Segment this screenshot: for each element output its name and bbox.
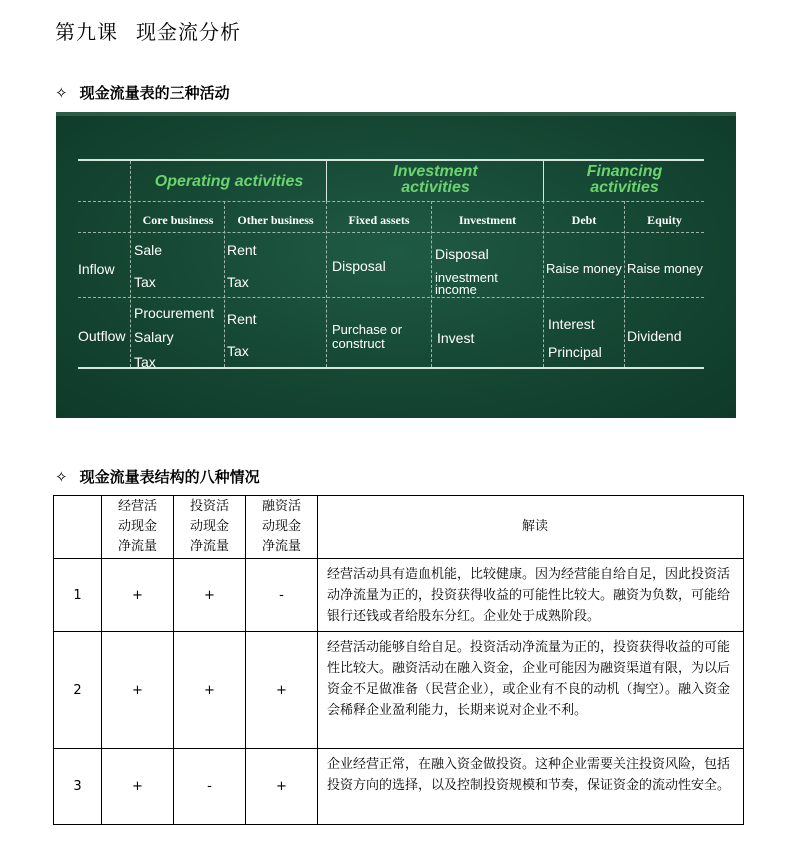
inflow-core-2: Tax xyxy=(134,274,156,290)
section-heading-activities xyxy=(55,82,230,103)
outflow-fixed-line: Purchase or xyxy=(332,322,403,337)
header-blank xyxy=(54,496,102,559)
outflow-other-2: Tax xyxy=(227,343,249,359)
inflow-other-1: Rent xyxy=(227,242,257,258)
board-dash xyxy=(78,201,704,202)
outflow-other-1: Rent xyxy=(227,311,257,327)
inflow-equity: Raise money xyxy=(627,261,703,276)
header-line: 净流量 xyxy=(117,539,157,554)
group-financing-line: Financing xyxy=(586,163,663,180)
interpretation: 企业经营正常，在融入资金做投资。这种企业需要关注投资风险，包括投资方向的选择，以及控制投资规模和节奏，保证资金的流动性安全。 xyxy=(318,749,744,825)
fin-sign: + xyxy=(246,749,318,825)
subheader-debt: Debt xyxy=(571,213,597,227)
header-operating xyxy=(102,496,174,559)
table-header-row xyxy=(54,496,744,559)
inv-sign: - xyxy=(174,749,246,825)
outflow-fixed xyxy=(332,323,402,351)
header-line: 经营活 xyxy=(117,499,157,514)
header-line: 融资活 xyxy=(261,499,301,514)
header-interpretation: 解读 xyxy=(318,496,744,559)
inflow-core-1: Sale xyxy=(134,242,163,258)
op-sign: + xyxy=(102,559,174,632)
outflow-debt-1: Interest xyxy=(548,316,595,332)
outflow-fixed-line: construct xyxy=(332,336,385,351)
outflow-label: Outflow xyxy=(78,328,126,344)
table-row xyxy=(54,749,744,825)
header-financing xyxy=(246,496,318,559)
board-dash xyxy=(78,232,704,233)
header-line: 净流量 xyxy=(189,539,229,554)
inflow-investment-2 xyxy=(435,272,498,296)
subheader-other-business: Other business xyxy=(237,213,314,227)
inflow-label: Inflow xyxy=(78,261,115,277)
board-bottom-rule xyxy=(78,367,704,369)
header-line: 动现金 xyxy=(261,519,301,534)
fin-sign: - xyxy=(246,559,318,632)
outflow-equity: Dividend xyxy=(627,328,682,344)
header-investing xyxy=(174,496,246,559)
interpretation: 经营活动具有造血机能，比较健康。因为经营能自给自足，因此投资活动净流量为正的，投资获得收益的可能性比较大。融资为负数，可能给银行还钱或者给股东分红。企业处于成熟阶段。 xyxy=(318,559,744,632)
table-row xyxy=(54,632,744,749)
inflow-investment-1: Disposal xyxy=(435,246,489,262)
outflow-investment: Invest xyxy=(437,330,475,346)
op-sign: + xyxy=(102,749,174,825)
lesson-title: 现金流分析 xyxy=(136,20,241,44)
fin-sign: + xyxy=(246,632,318,749)
outflow-core-2: Salary xyxy=(134,329,174,345)
header-line: 净流量 xyxy=(261,539,301,554)
subheader-core-business: Core business xyxy=(142,213,214,227)
cash-flow-cases-table xyxy=(53,495,744,825)
inv-sign: + xyxy=(174,559,246,632)
header-line: 投资活 xyxy=(189,499,229,514)
interpretation: 经营活动能够自给自足。投资活动净流量为正的，投资获得收益的可能性比较大。融资活动在融入资金，企业可能因为融资渠道有限，为以后资金不足做准备（民营企业），或企业有不良的动机（掏空）。融入资金会稀释企业盈利能力，长期来说对企业不利。 xyxy=(318,632,744,749)
subheader-fixed-assets: Fixed assets xyxy=(348,213,410,227)
lesson-number: 第九课 xyxy=(55,20,118,44)
header-line: 动现金 xyxy=(189,519,229,534)
diamond-bullet-icon: ✧ xyxy=(55,468,68,486)
inflow-investment-line: investment xyxy=(435,270,498,285)
subheader-equity: Equity xyxy=(647,213,682,227)
outflow-debt-2: Principal xyxy=(548,344,602,360)
row-number: 3 xyxy=(54,749,102,825)
inv-sign: + xyxy=(174,632,246,749)
outflow-core-3: Tax xyxy=(134,354,156,370)
board-top-rule xyxy=(78,159,704,161)
group-operating: Operating activities xyxy=(154,173,304,190)
inflow-debt: Raise money xyxy=(546,261,622,276)
group-investment-line: Investment xyxy=(393,163,478,180)
table-row xyxy=(54,559,744,632)
section-title: 现金流量表的三种活动 xyxy=(79,84,230,102)
op-sign: + xyxy=(102,632,174,749)
section-title: 现金流量表结构的八种情况 xyxy=(79,468,260,486)
chalkboard-activities-diagram xyxy=(56,112,736,418)
row-number: 2 xyxy=(54,632,102,749)
board-vdash xyxy=(130,161,131,367)
outflow-core-1: Procurement xyxy=(134,305,215,321)
group-financing xyxy=(545,164,704,196)
page-title xyxy=(55,16,241,45)
inflow-investment-line: income xyxy=(435,282,477,297)
board-divider xyxy=(326,161,327,201)
subheader-investment: Investment xyxy=(458,213,517,227)
header-line: 动现金 xyxy=(117,519,157,534)
group-investment-line: activities xyxy=(401,179,470,196)
inflow-other-2: Tax xyxy=(227,274,249,290)
group-investment xyxy=(328,164,543,196)
board-divider xyxy=(543,161,544,201)
diamond-bullet-icon: ✧ xyxy=(55,84,68,102)
inflow-fixed: Disposal xyxy=(332,258,386,274)
group-financing-line: activities xyxy=(590,179,659,196)
row-number: 1 xyxy=(54,559,102,632)
board-dash xyxy=(78,297,704,298)
section-heading-eight-cases xyxy=(55,466,260,487)
